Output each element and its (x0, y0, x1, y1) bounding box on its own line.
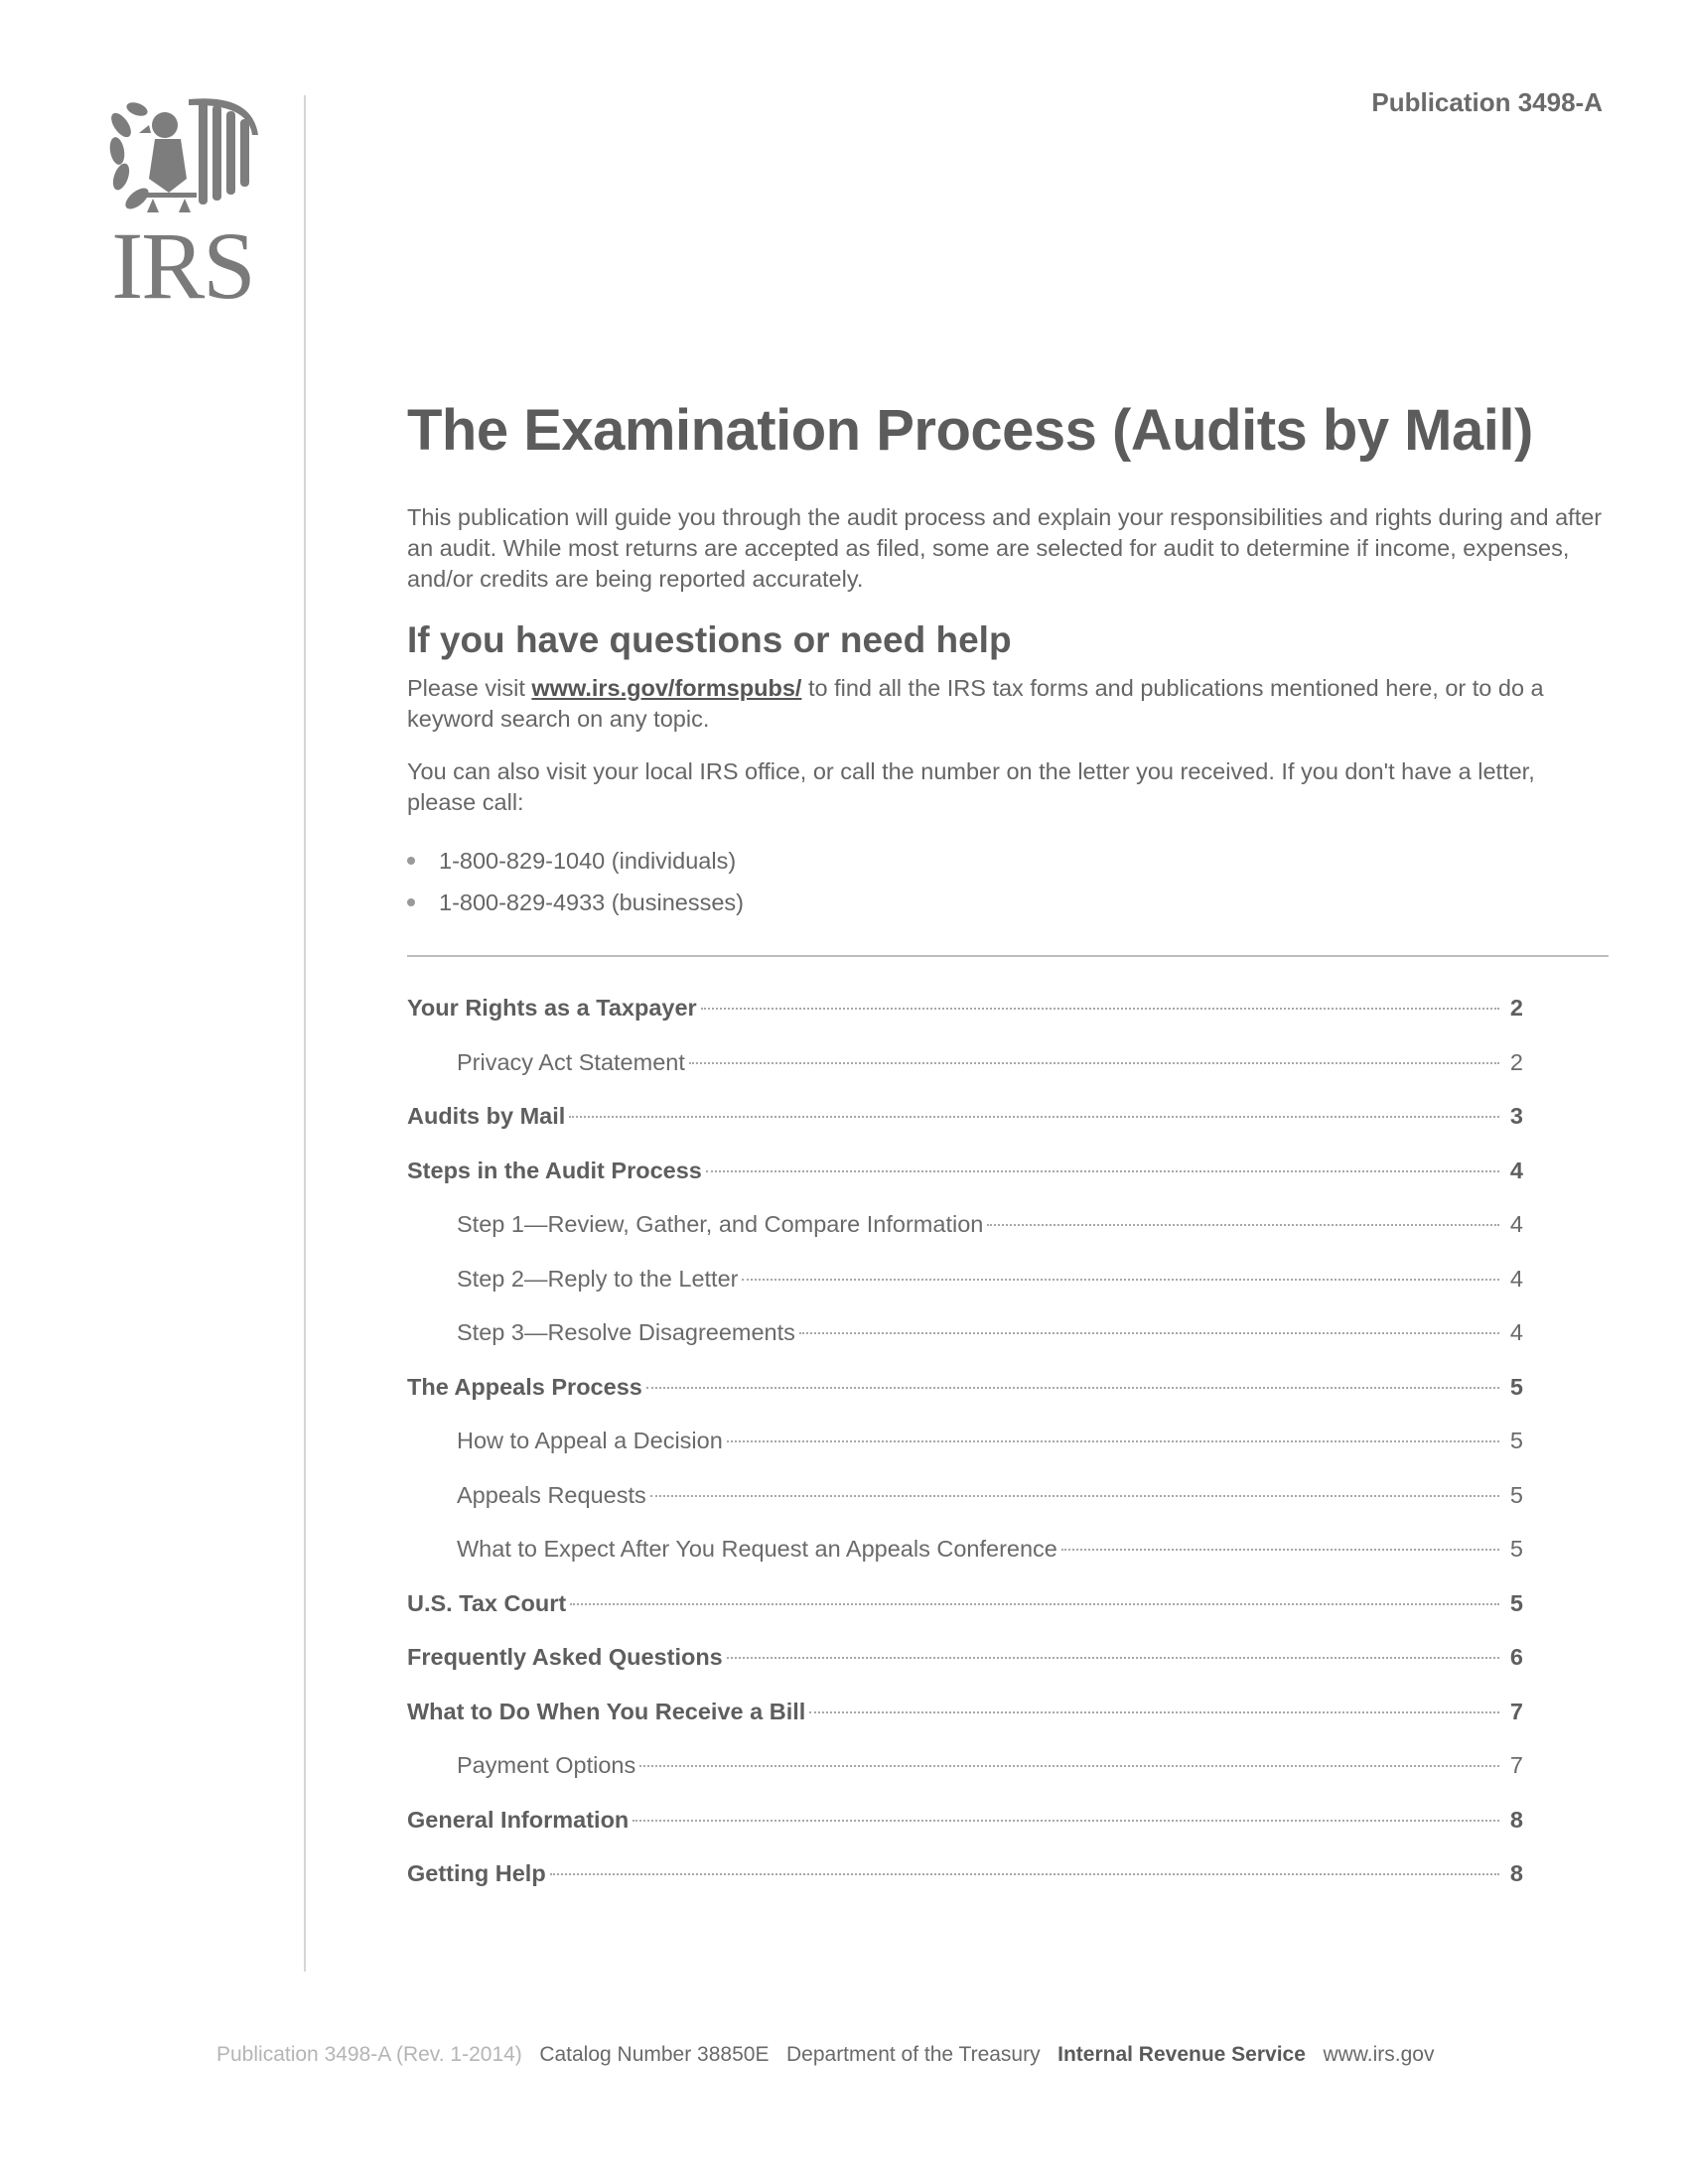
toc-entry[interactable] (407, 1319, 1523, 1374)
publication-number: Publication 3498-A (1371, 87, 1603, 117)
toc-dot-leader (799, 1332, 1499, 1334)
toc-dot-leader (650, 1495, 1499, 1497)
toc-entry-page: 2 (1509, 1048, 1523, 1075)
toc-entry-label: Getting Help (407, 1860, 546, 1886)
toc-entry[interactable] (407, 1266, 1523, 1320)
toc-entry-page: 5 (1509, 1536, 1523, 1562)
intro-paragraph: This publication will guide you through the audit process and explain your responsibilities and rights during and after an audit. While most returns are accepted as filed, some are selected for audit to determine if income, expenses, and/or credits are being reported accurately. (407, 504, 1603, 592)
toc-entry-label: General Information (407, 1806, 630, 1833)
toc-entry-label: Steps in the Audit Process (407, 1157, 702, 1183)
toc-entry-page: 5 (1509, 1589, 1523, 1616)
footer-publication: Publication 3498-A (Rev. 1-2014) (216, 2043, 522, 2066)
toc-entry-page: 3 (1509, 1103, 1523, 1129)
bullet-icon (407, 857, 415, 865)
irs-logo-wordmark: IRS (111, 212, 254, 319)
help-paragraph-phone: You can also visit your local IRS office, or call the number on the letter you received. If you don't have a letter, please call: (407, 758, 1535, 815)
toc-entry-label: What to Expect After You Request an Appeals Conference (457, 1536, 1057, 1562)
toc-entry-label: U.S. Tax Court (407, 1589, 567, 1616)
toc-entry[interactable] (407, 1374, 1523, 1429)
section-divider (407, 955, 1609, 957)
irs-logo (103, 95, 262, 319)
toc-entry-page: 6 (1509, 1644, 1523, 1670)
footer-catalog: Catalog Number 38850E (539, 2043, 770, 2066)
toc-entry-page: 4 (1509, 1211, 1523, 1237)
toc-entry[interactable] (407, 1428, 1523, 1482)
toc-entry[interactable] (407, 1699, 1523, 1753)
toc-entry[interactable] (407, 1644, 1523, 1699)
toc-entry[interactable] (407, 1049, 1523, 1104)
toc-dot-leader (570, 1603, 1499, 1605)
toc-dot-leader (646, 1387, 1499, 1389)
toc-entry-label: Privacy Act Statement (457, 1048, 685, 1075)
toc-entry-label: What to Do When You Receive a Bill (407, 1698, 806, 1724)
toc-dot-leader (727, 1657, 1499, 1659)
toc-entry-label: How to Appeal a Decision (457, 1428, 723, 1453)
footer-website[interactable]: www.irs.gov (1323, 2043, 1435, 2066)
phone-number: 1-800-829-1040 (individuals) (439, 848, 737, 874)
toc-entry-page: 4 (1509, 1265, 1523, 1292)
toc-dot-leader (742, 1279, 1499, 1281)
help-text-suffix: to find all the IRS tax forms and publications mentioned here, or to do a keyword search on any topic. (407, 675, 1544, 732)
irs-eagle-emblem-icon (103, 95, 262, 224)
toc-dot-leader (639, 1765, 1499, 1767)
toc-entry-label: The Appeals Process (407, 1373, 642, 1400)
toc-entry[interactable] (407, 1590, 1523, 1645)
footer-department: Department of the Treasury (785, 2043, 1041, 2066)
toc-entry-page: 5 (1509, 1481, 1523, 1508)
toc-entry-page: 8 (1509, 1806, 1523, 1833)
toc-dot-leader (1061, 1549, 1499, 1551)
toc-dot-leader (809, 1711, 1499, 1713)
page-title: The Examination Process (Audits by Mail) (407, 398, 1533, 463)
toc-dot-leader (550, 1873, 1499, 1875)
toc-entry-label: Step 3—Resolve Disagreements (457, 1319, 795, 1345)
toc-entry-page: 4 (1509, 1319, 1523, 1345)
footer-agency: Internal Revenue Service (1057, 2043, 1306, 2066)
phone-number: 1-800-829-4933 (businesses) (439, 889, 744, 915)
toc-entry-label: Audits by Mail (407, 1103, 566, 1129)
toc-entry[interactable] (407, 995, 1523, 1049)
toc-entry-page: 7 (1509, 1698, 1523, 1724)
toc-dot-leader (569, 1116, 1499, 1118)
phone-list (407, 840, 744, 923)
toc-dot-leader (706, 1170, 1499, 1172)
toc-entry-label: Payment Options (457, 1752, 636, 1778)
toc-entry-page: 2 (1509, 995, 1523, 1021)
footer (216, 2043, 1497, 2067)
table-of-contents (407, 995, 1523, 1915)
toc-entry-label: Step 1—Review, Gather, and Compare Information (457, 1211, 984, 1237)
formspubs-link[interactable]: www.irs.gov/formspubs/ (531, 675, 802, 701)
toc-entry-label: Frequently Asked Questions (407, 1644, 723, 1670)
toc-entry-page: 5 (1509, 1373, 1523, 1400)
toc-entry[interactable] (407, 1752, 1523, 1807)
toc-entry-label: Your Rights as a Taxpayer (407, 995, 697, 1021)
toc-entry-page: 4 (1509, 1157, 1523, 1183)
bullet-icon (407, 898, 415, 906)
toc-entry-label: Appeals Requests (457, 1481, 646, 1508)
help-heading: If you have questions or need help (407, 619, 1012, 660)
toc-dot-leader (727, 1440, 1499, 1442)
phone-item-individuals (407, 840, 744, 882)
toc-dot-leader (689, 1062, 1499, 1064)
toc-entry-page: 7 (1509, 1752, 1523, 1778)
toc-entry[interactable] (407, 1482, 1523, 1537)
toc-entry[interactable] (407, 1158, 1523, 1212)
toc-entry[interactable] (407, 1860, 1523, 1915)
toc-dot-leader (701, 1008, 1499, 1010)
toc-entry[interactable] (407, 1103, 1523, 1158)
help-paragraph-website (407, 673, 1609, 735)
toc-entry-label: Step 2—Reply to the Letter (457, 1265, 739, 1292)
toc-entry[interactable] (407, 1807, 1523, 1861)
toc-entry-page: 8 (1509, 1860, 1523, 1886)
toc-entry[interactable] (407, 1536, 1523, 1590)
phone-item-businesses (407, 882, 744, 923)
help-text-prefix: Please visit (407, 675, 532, 701)
toc-dot-leader (633, 1820, 1499, 1822)
toc-dot-leader (987, 1224, 1499, 1226)
toc-entry[interactable] (407, 1211, 1523, 1266)
toc-entry-page: 5 (1509, 1428, 1523, 1453)
side-divider (304, 95, 306, 1972)
